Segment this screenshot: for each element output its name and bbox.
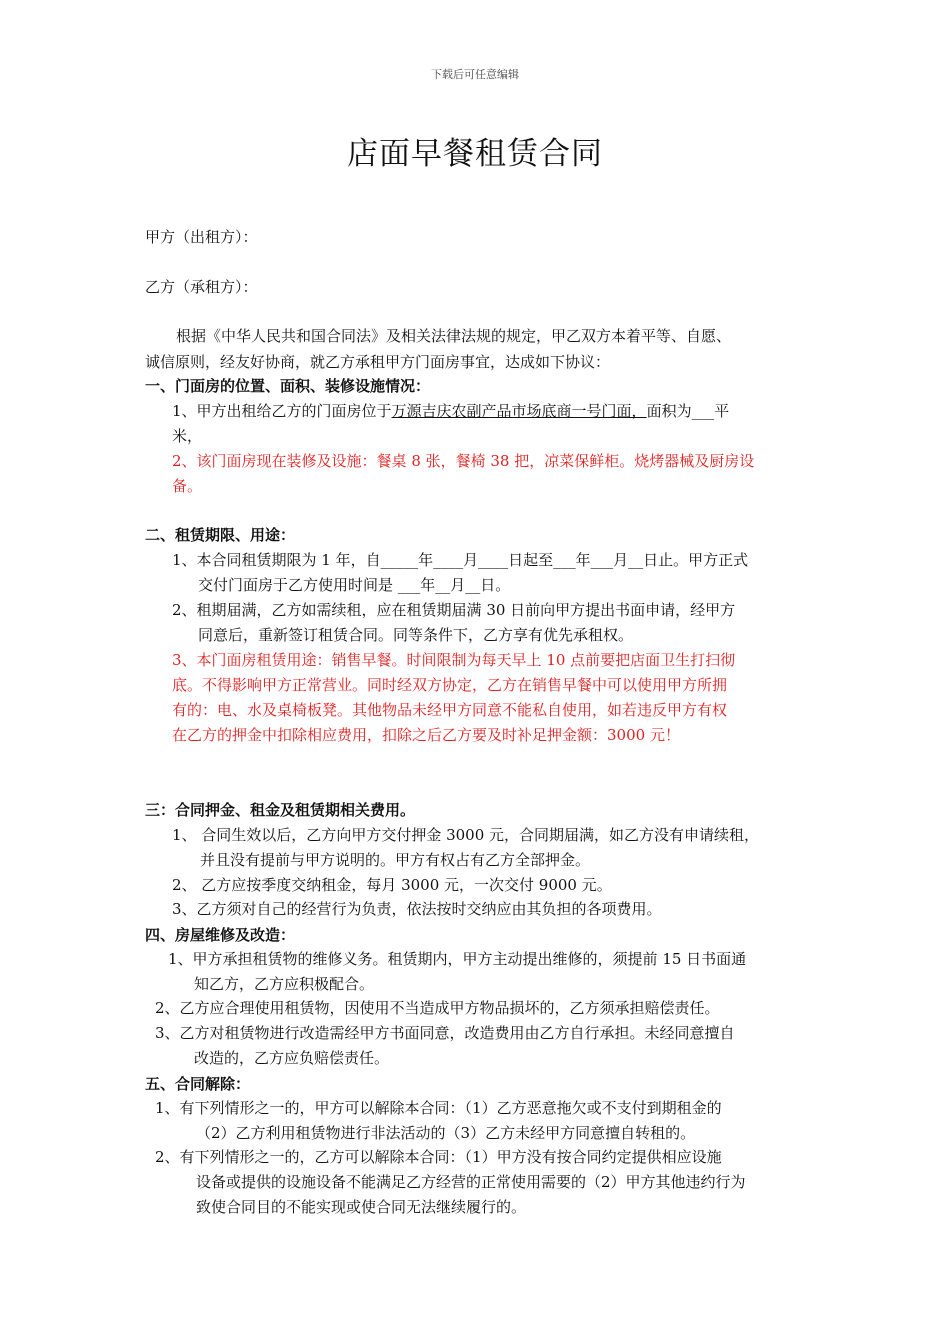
section-5-item-1-line-1: 1、有下列情形之一的，甲方可以解除本合同：（1）乙方恶意拖欠或不支付到期租金的 — [155, 1099, 722, 1117]
section-4-item-2: 2、乙方应合理使用租赁物，因使用不当造成甲方物品损坏的，乙方须承担赔偿责任。 — [155, 999, 720, 1017]
section-3-item-1-line-2: 并且没有提前与甲方说明的。甲方有权占有乙方全部押金。 — [200, 851, 591, 869]
section-1-item-2-line-2: 备。 — [172, 477, 203, 495]
section-4-item-1-line-2: 知乙方，乙方应积极配合。 — [194, 975, 375, 993]
section-2-heading: 二、租赁期限、用途： — [145, 526, 296, 544]
party-b-label: 乙方（承租方）： — [145, 278, 258, 296]
party-a-label: 甲方（出租方）： — [145, 228, 258, 246]
section-2-item-3-line-4: 在乙方的押金中扣除相应费用，扣除之后乙方要及时补足押金额：3000 元！ — [172, 726, 680, 744]
page-header: 下载后可任意编辑 — [431, 68, 519, 81]
section-2-item-1-line-2: 交付门面房于乙方使用时间是 ___年__月__日。 — [198, 576, 511, 594]
section-1-item-1-area: 面积为___平 — [646, 402, 730, 420]
section-4-item-3-line-1: 3、乙方对租赁物进行改造需经甲方书面同意，改造费用由乙方自行承担。未经同意擅自 — [155, 1024, 735, 1042]
section-5-item-2-line-3: 致使合同目的不能实现或使合同无法继续履行的。 — [196, 1198, 527, 1216]
section-2-item-2-line-2: 同意后，重新签订租赁合同。同等条件下，乙方享有优先承租权。 — [198, 626, 634, 644]
section-2-item-2-line-1: 2、租期届满，乙方如需续租，应在租赁期届满 30 日前向甲方提出书面申请，经甲方 — [172, 601, 736, 619]
section-5-item-2-line-1: 2、有下列情形之一的，乙方可以解除本合同：（1）甲方没有按合同约定提供相应设施 — [155, 1148, 722, 1166]
section-2-item-3-line-1: 3、本门面房租赁用途：销售早餐。时间限制为每天早上 10 点前要把店面卫生打扫彻 — [172, 651, 736, 669]
section-1-heading: 一、门面房的位置、面积、装修设施情况： — [145, 377, 431, 395]
section-4-item-1-line-1: 1、甲方承担租赁物的维修义务。租赁期内，甲方主动提出维修的，须提前 15 日书面通 — [168, 950, 747, 968]
section-1-item-1 — [172, 402, 729, 420]
section-3-item-1-line-1: 1、 合同生效以后，乙方向甲方交付押金 3000 元，合同期届满，如乙方没有申请续租， — [172, 826, 760, 844]
section-3-item-2: 2、 乙方应按季度交纳租金，每月 3000 元，一次交付 9000 元。 — [172, 876, 612, 894]
section-5-heading: 五、合同解除： — [145, 1075, 251, 1093]
section-2-item-3-line-2: 底。不得影响甲方正常营业。同时经双方协定，乙方在销售早餐中可以使用甲方所拥 — [172, 676, 728, 694]
section-5-item-2-line-2: 设备或提供的设施设备不能满足乙方经营的正常使用需要的（2）甲方其他违约行为 — [196, 1173, 746, 1191]
section-5-item-1-line-2: （2）乙方利用租赁物进行非法活动的（3）乙方未经甲方同意擅自转租的。 — [196, 1124, 696, 1142]
section-1-item-2-line-1: 2、该门面房现在装修及设施：餐桌 8 张，餐椅 38 把，凉菜保鲜柜。烧烤器械及厨房设 — [172, 452, 755, 470]
document-title: 店面早餐租赁合同 — [347, 136, 603, 172]
section-3-item-3: 3、乙方须对自己的经营行为负责，依法按时交纳应由其负担的各项费用。 — [172, 900, 662, 918]
section-1-item-1-address: 万源吉庆农副产品市场底商一号门面， — [391, 402, 647, 420]
section-2-item-3-line-3: 有的：电、水及桌椅板凳。其他物品未经甲方同意不能私自使用，如若违反甲方有权 — [172, 701, 728, 719]
intro-line-2: 诚信原则，经友好协商，就乙方承租甲方门面房事宜，达成如下协议： — [145, 353, 611, 371]
intro-line-1: 根据《中华人民共和国合同法》及相关法律法规的规定，甲乙双方本着平等、自愿、 — [176, 327, 732, 345]
section-1-item-1-prefix: 1、甲方出租给乙方的门面房位于 — [172, 402, 392, 420]
section-2-item-1-line-1: 1、本合同租赁期限为 1 年，自_____年____月____日起至___年___月__日止。甲方正式 — [172, 551, 749, 569]
section-1-item-1-line-2: 米， — [172, 427, 203, 445]
section-4-heading: 四、房屋维修及改造： — [145, 926, 296, 944]
section-3-heading: 三：合同押金、租金及租赁期相关费用。 — [145, 801, 416, 819]
section-4-item-3-line-2: 改造的，乙方应负赔偿责任。 — [194, 1049, 390, 1067]
